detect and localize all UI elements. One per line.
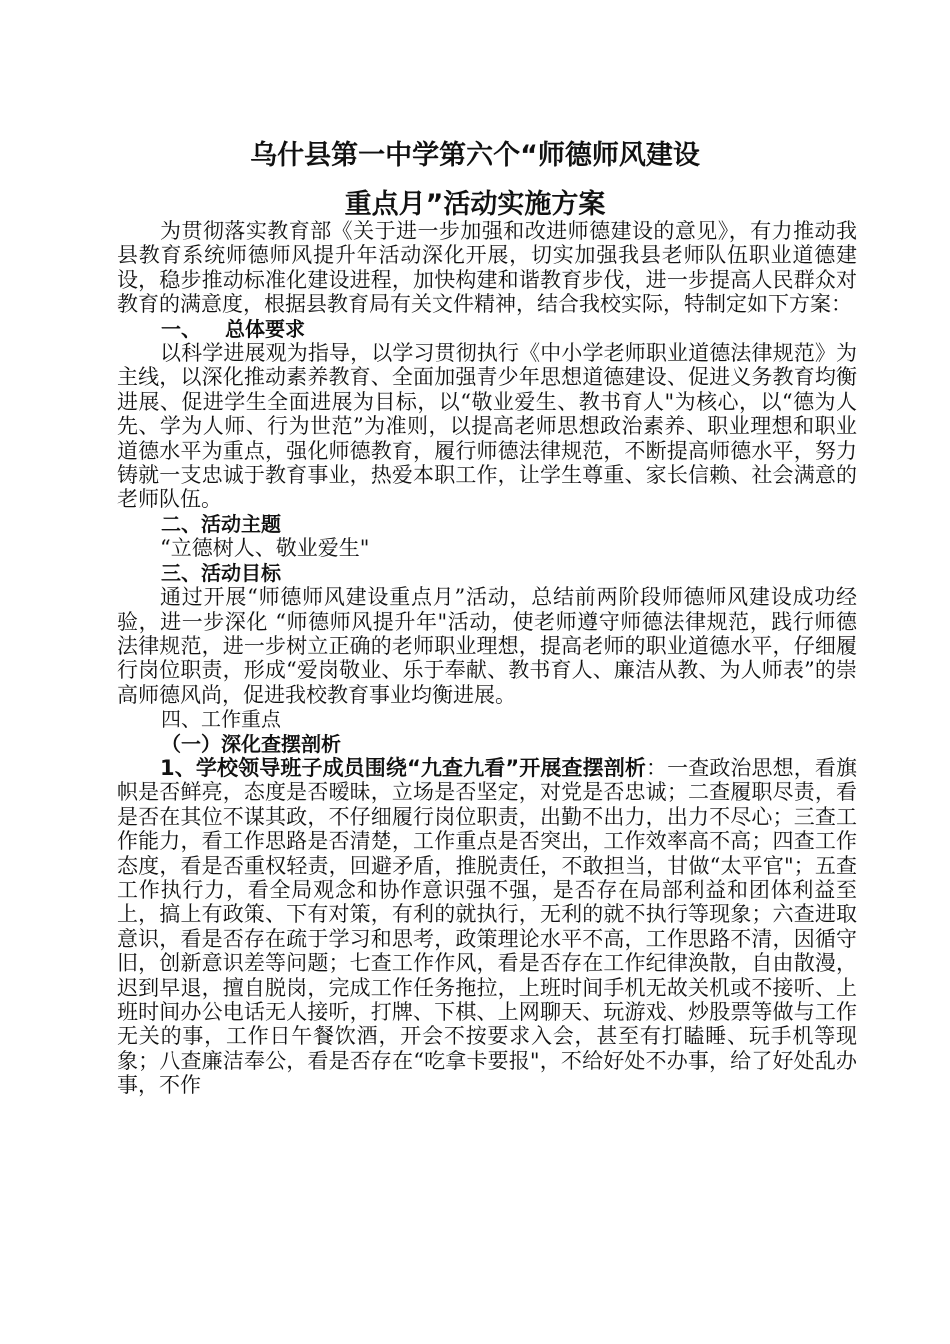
section-2-paragraph: “立德树人、敬业爱生" — [160, 536, 370, 561]
item-1-paragraph — [117, 756, 857, 1098]
section-1-paragraph: 以科学进展观为指导，以学习贯彻执行《中小学老师职业道德法律规范》为主线，以深化推动素养教育、全面加强青少年思想道德建设、促进义务教育均衡进展、促进学生全面进展为目标，以“敬业爱生、教书育人"为核心，以“德为人先、学为人师、行为世范”为准则，以提高老师思想政治素养、职业理想和职业道德水平为重点，强化师德教育，履行师德法律规范，不断提高师德水平，努力铸就一支忠诚于教育事业，热爱本职工作，让学生尊重、家长信赖、社会满意的老师队伍。 — [117, 341, 857, 512]
intro-paragraph: 为贯彻落实教育部《关于进一步加强和改进师德建设的意见》，有力推动我县教育系统师德师风提升年活动深化开展，切实加强我县老师队伍职业道德建设，稳步推动标准化建设进程，加快构建和谐教育步伐，进一步提高人民群众对教育的满意度，根据县教育局有关文件精神，结合我校实际，特制定如下方案： — [117, 219, 857, 317]
section-heading-4: 四、工作重点 — [161, 707, 281, 732]
section-heading-3: 三、活动目标 — [161, 560, 281, 585]
item-1-body: ：一查政治思想，看旗帜是否鲜亮，态度是否暧昧，立场是否坚定，对党是否忠诚；二查履职尽责，看是否在其位不谋其政，不仔细履行岗位职责，出勤不出力，出力不尽心；三查工作能力，看工作思路是否清楚，工作重点是否突出，工作效率高不高；四查工作态度，看是否重权轻责，回避矛盾，推脱责任，不敢担当，甘做“太平官"；五查工作执行力，看全局观念和协作意识强不强，是否存在局部利益和团体利益至上，搞上有政策、下有对策，有利的就执行，无利的就不执行等现象；六查进取意识，看是否存在疏于学习和思考，政策理论水平不高，工作思路不清，因循守旧，创新意识差等问题；七查工作作风，看是否存在工作纪律涣散，自由散漫，迟到早退，擅自脱岗，完成工作任务拖拉，上班时间手机无故关机或不接听、上班时间办公电话无人接听，打牌、下棋、上网聊天、玩游戏、炒股票等做与工作无关的事，工作日午餐饮酒，开会不按要求入会，甚至有打瞌睡、玩手机等现象；八查廉洁奉公，看是否存在“吃拿卡要报"，不给好处不办事，给了好处乱办事，不作 — [117, 755, 858, 1098]
section-heading-1 — [117, 317, 857, 341]
section-3-paragraph: 通过开展“师德师风建设重点月”活动，总结前两阶段师德师风建设成功经验，进一步深化 “师德师风提升年"活动，使老师遵守师德法律规范，践行师德法律规范，进一步树立正确的老师职业理想，提高老师的职业道德水平，仔细履行岗位职责，形成“爱岗敬业、乐于奉献、教书育人、廉洁从教、为人师表”的崇高师德风尚，促进我校教育事业均衡进展。 — [117, 585, 857, 707]
document-title-line-1: 乌什县第一中学第六个“师德师风建设 — [250, 140, 700, 171]
document-title-line-2: 重点月”活动实施方案 — [344, 189, 606, 220]
subsection-heading-1: （一）深化查摆剖析 — [161, 731, 341, 756]
section-heading-1-title: 总体要求 — [225, 316, 305, 341]
section-heading-2: 二、活动主题 — [161, 511, 281, 536]
document-body — [117, 219, 857, 1098]
item-1-lead: 1、学校领导班子成员围绕“九查九看”开展查摆剖析 — [160, 755, 646, 780]
section-heading-1-number: 一、 — [161, 316, 201, 341]
